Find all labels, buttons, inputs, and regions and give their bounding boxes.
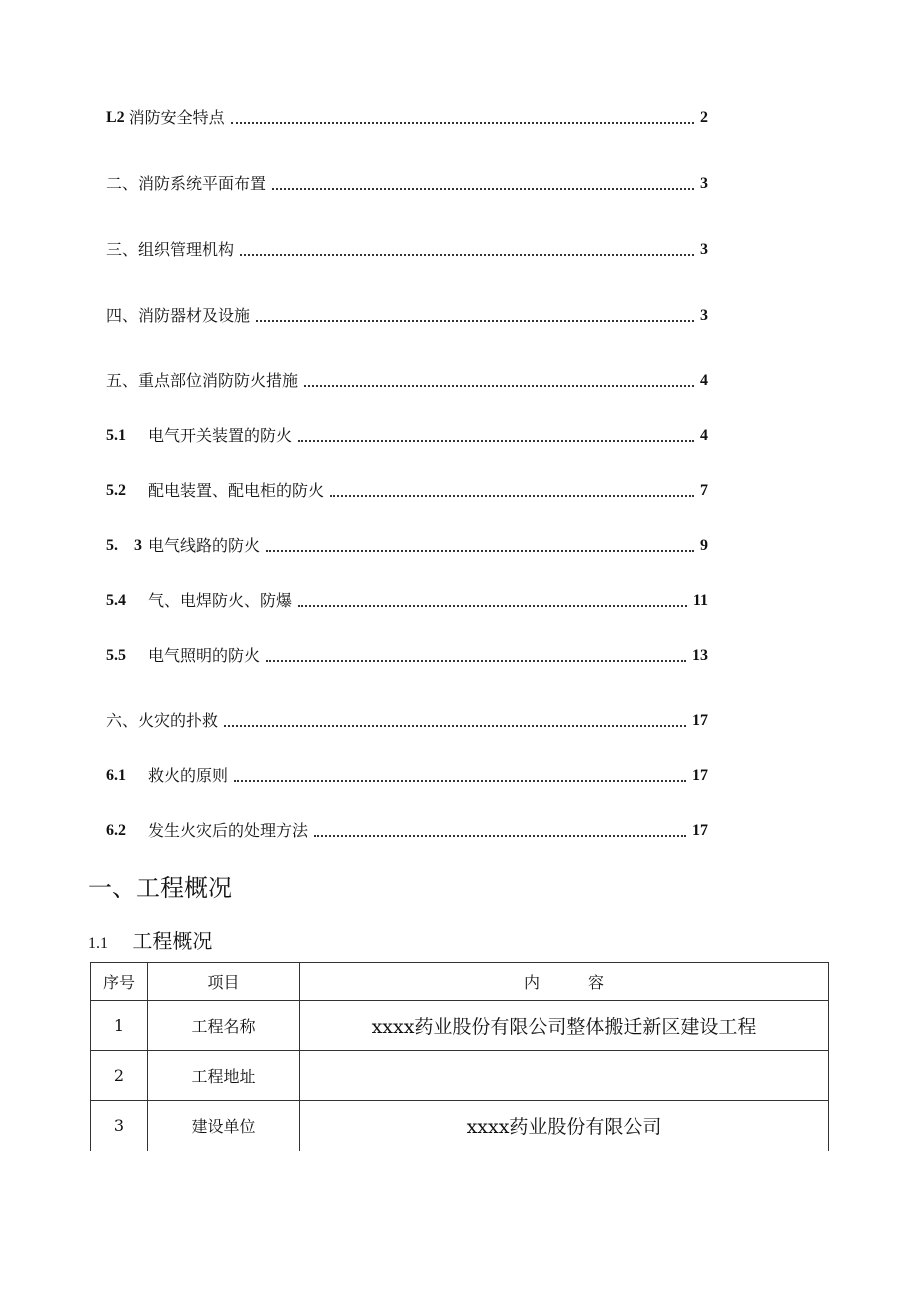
toc-leader-dots [330, 495, 694, 497]
toc-entry-page: 11 [692, 592, 708, 609]
toc-leader-dots [304, 385, 694, 387]
toc-entry[interactable] [106, 586, 708, 612]
toc-entry[interactable] [106, 531, 708, 557]
toc-entry-page: 17 [692, 767, 708, 784]
toc-entry-page: 3 [700, 241, 708, 258]
project-overview-table [90, 962, 829, 1151]
toc-entry-title: 救火的原则 [148, 766, 229, 785]
toc-leader-dots [234, 780, 686, 782]
cell-index: 2 [91, 1051, 148, 1101]
toc-entry-title: 四、消防器材及设施 [106, 306, 251, 325]
toc-entry[interactable] [106, 641, 708, 667]
toc-leader-dots [240, 254, 694, 256]
toc-entry-page: 17 [692, 822, 708, 839]
toc-entry-page: 3 [700, 307, 708, 324]
cell-item: 工程名称 [148, 1001, 300, 1051]
toc-leader-dots [314, 835, 686, 837]
toc-entry-title: 气、电焊防火、防爆 [148, 591, 293, 610]
toc-entry[interactable] [106, 235, 708, 261]
subsection-number: 1.1 [88, 935, 108, 952]
toc-entry-title: 二、消防系统平面布置 [106, 174, 267, 193]
toc-entry-number: 5.5 [106, 647, 126, 664]
toc-entry[interactable] [106, 366, 708, 392]
toc-entry-title: 电气开关装置的防火 [148, 426, 293, 445]
section-heading: 一、工程概况 [88, 874, 232, 902]
toc-entry-title: 电气照明的防火 [148, 646, 261, 665]
cell-content: xxxx药业股份有限公司 [300, 1101, 829, 1151]
toc-entry[interactable] [106, 706, 708, 732]
toc-leader-dots [231, 122, 694, 124]
cell-item: 建设单位 [148, 1101, 300, 1151]
toc-entry-page: 9 [700, 537, 708, 554]
toc-leader-dots [266, 660, 686, 662]
table-header-row [91, 963, 829, 1001]
toc-entry[interactable] [106, 816, 708, 842]
toc-entry-page: 7 [700, 482, 708, 499]
table-row [91, 1001, 829, 1051]
toc-entry-number: 6.1 [106, 767, 126, 784]
table-row [91, 1101, 829, 1151]
toc-entry[interactable] [106, 476, 708, 502]
toc-entry[interactable] [106, 421, 708, 447]
toc-entry-page: 2 [700, 109, 708, 126]
toc-entry-title: 消防安全特点 [128, 108, 225, 127]
toc-leader-dots [266, 550, 694, 552]
toc-entry-title: 三、组织管理机构 [106, 240, 235, 259]
subsection-title: 工程概况 [132, 929, 213, 953]
toc-leader-dots [256, 320, 694, 322]
toc-entry-number: 5.4 [106, 592, 126, 609]
cell-index: 3 [91, 1101, 148, 1151]
toc-entry-page: 4 [700, 427, 708, 444]
cell-content [300, 1051, 829, 1101]
toc-leader-dots [272, 188, 694, 190]
table-row [91, 1051, 829, 1101]
toc-entry-page: 13 [692, 647, 708, 664]
toc-entry-title: 发生火灾后的处理方法 [148, 821, 309, 840]
header-cell-content: 内 容 [300, 963, 829, 1001]
header-cell-index: 序号 [91, 963, 148, 1001]
toc-entry[interactable] [106, 103, 708, 129]
toc-entry-page: 4 [700, 372, 708, 389]
toc-entry-number: 6.2 [106, 822, 126, 839]
toc-entry[interactable] [106, 761, 708, 787]
toc-entry-page: 3 [700, 175, 708, 192]
toc-entry[interactable] [106, 301, 708, 327]
toc-entry-title: 电气线路的防火 [148, 536, 261, 555]
toc-leader-dots [298, 440, 694, 442]
toc-entry-number: 5. 3 [106, 537, 143, 554]
toc-entry-page: 17 [692, 712, 708, 729]
toc-entry-title: 配电装置、配电柜的防火 [148, 481, 325, 500]
toc-entry-number: 5.1 [106, 427, 126, 444]
toc-leader-dots [224, 725, 686, 727]
toc-leader-dots [298, 605, 687, 607]
toc-entry[interactable] [106, 169, 708, 195]
toc-entry-number: 5.2 [106, 482, 126, 499]
cell-content: xxxx药业股份有限公司整体搬迁新区建设工程 [300, 1001, 829, 1051]
cell-index: 1 [91, 1001, 148, 1051]
toc-entry-title: 六、火灾的扑救 [106, 711, 219, 730]
subsection-heading [88, 928, 212, 957]
toc-entry-title: 五、重点部位消防防火措施 [106, 371, 299, 390]
cell-item: 工程地址 [148, 1051, 300, 1101]
header-cell-item: 项目 [148, 963, 300, 1001]
toc-entry-number: L2 [106, 109, 125, 126]
